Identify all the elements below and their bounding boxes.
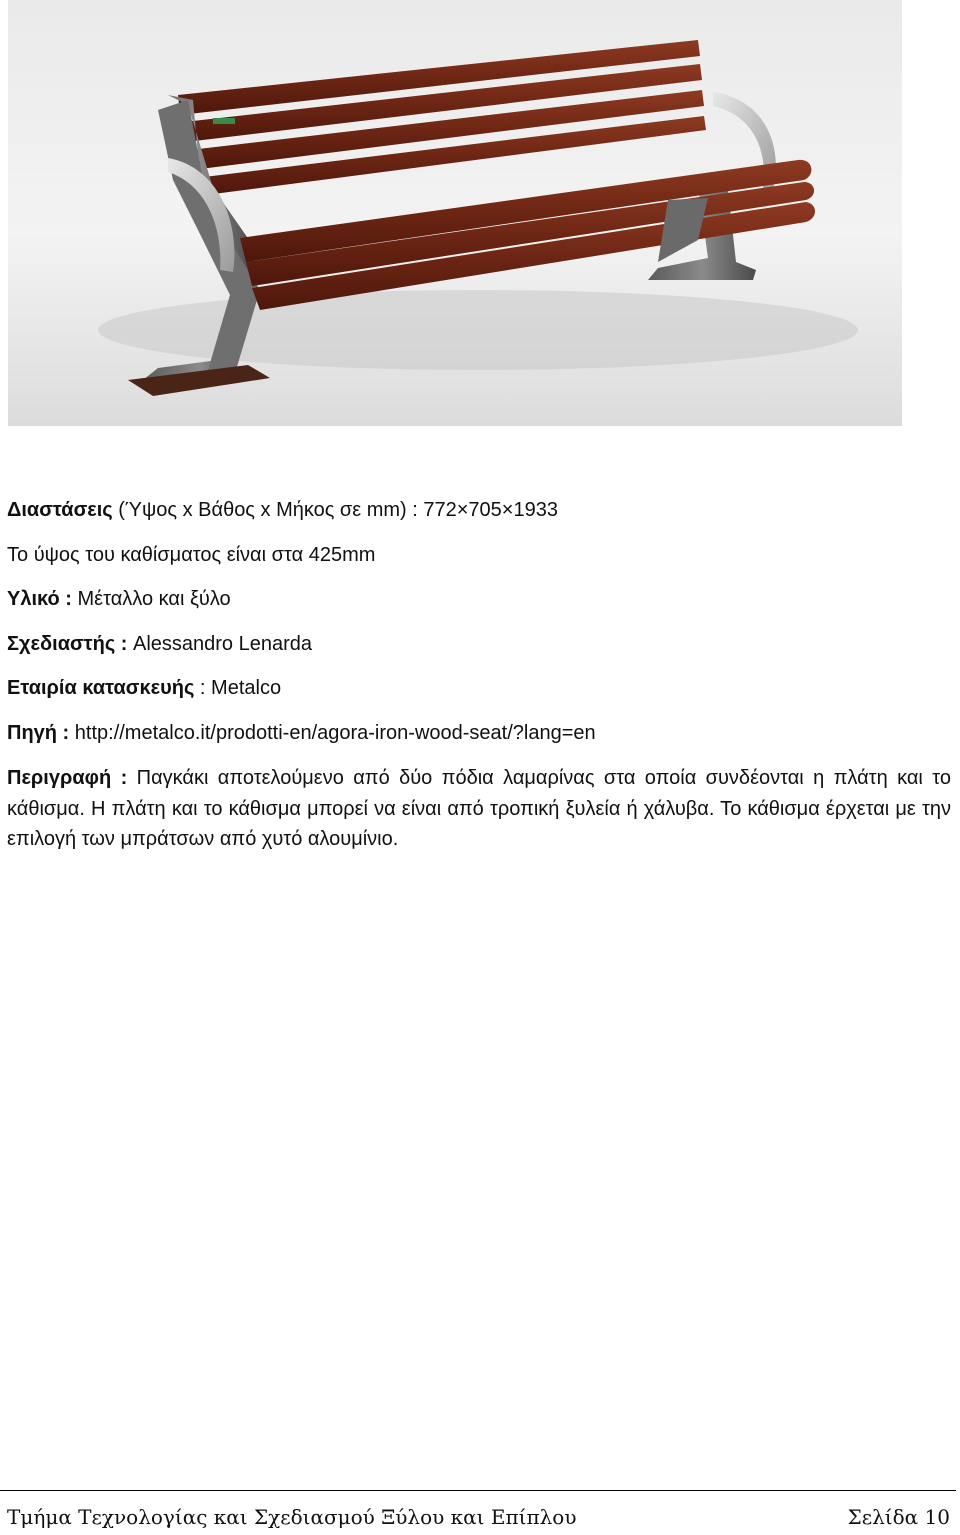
spec-seat-height — [7, 539, 951, 584]
description-text: Παγκάκι αποτελούμενο από δύο πόδια λαμαρίνας στα οποία συνδέονται η πλάτη και το κάθισμα. Η πλάτη και το κάθισμα μπορεί να είναι από τροπική ξυλεία ή χάλυβα. Το κάθισμα έρχεται με την επιλογή των μπράτσων από χυτό αλουμίνιο. — [7, 767, 951, 850]
footer-department: Τμήμα Τεχνολογίας και Σχεδιασμού Ξύλου και Επίπλου — [7, 1505, 577, 1529]
description-paragraph — [7, 763, 951, 855]
spec-manufacturer — [7, 672, 951, 717]
spec-label: Σχεδιαστής : — [7, 632, 128, 655]
bench-photo — [8, 0, 902, 426]
page-footer — [0, 1490, 956, 1535]
spec-label: Διαστάσεις — [7, 499, 113, 521]
source-link[interactable]: http://metalco.it/prodotti-en/agora-iron-wood-seat/?lang=en — [69, 721, 596, 744]
spec-label: Πηγή : — [7, 721, 70, 744]
spec-material — [7, 583, 951, 628]
footer-page-number: Σελίδα 10 — [847, 1505, 950, 1529]
spec-label: Εταιρία κατασκευής — [7, 677, 195, 699]
spec-designer — [7, 628, 951, 673]
spec-value: Μέταλλο και ξύλο — [71, 588, 231, 610]
spec-value: Το ύψος του καθίσματος είναι στα 425mm — [7, 543, 376, 566]
spec-value: (Ύψος x Βάθος x Μήκος σε mm) : 772×705×1933 — [112, 499, 558, 521]
bench-illustration — [8, 0, 902, 426]
description-label: Περιγραφή : — [7, 767, 128, 789]
spec-value: Alessandro Lenarda — [127, 632, 313, 655]
spec-source — [7, 717, 951, 762]
spec-list — [7, 494, 951, 761]
spec-value: : Metalco — [194, 677, 282, 699]
spec-label: Υλικό : — [7, 588, 72, 610]
spec-dimensions — [7, 494, 951, 539]
